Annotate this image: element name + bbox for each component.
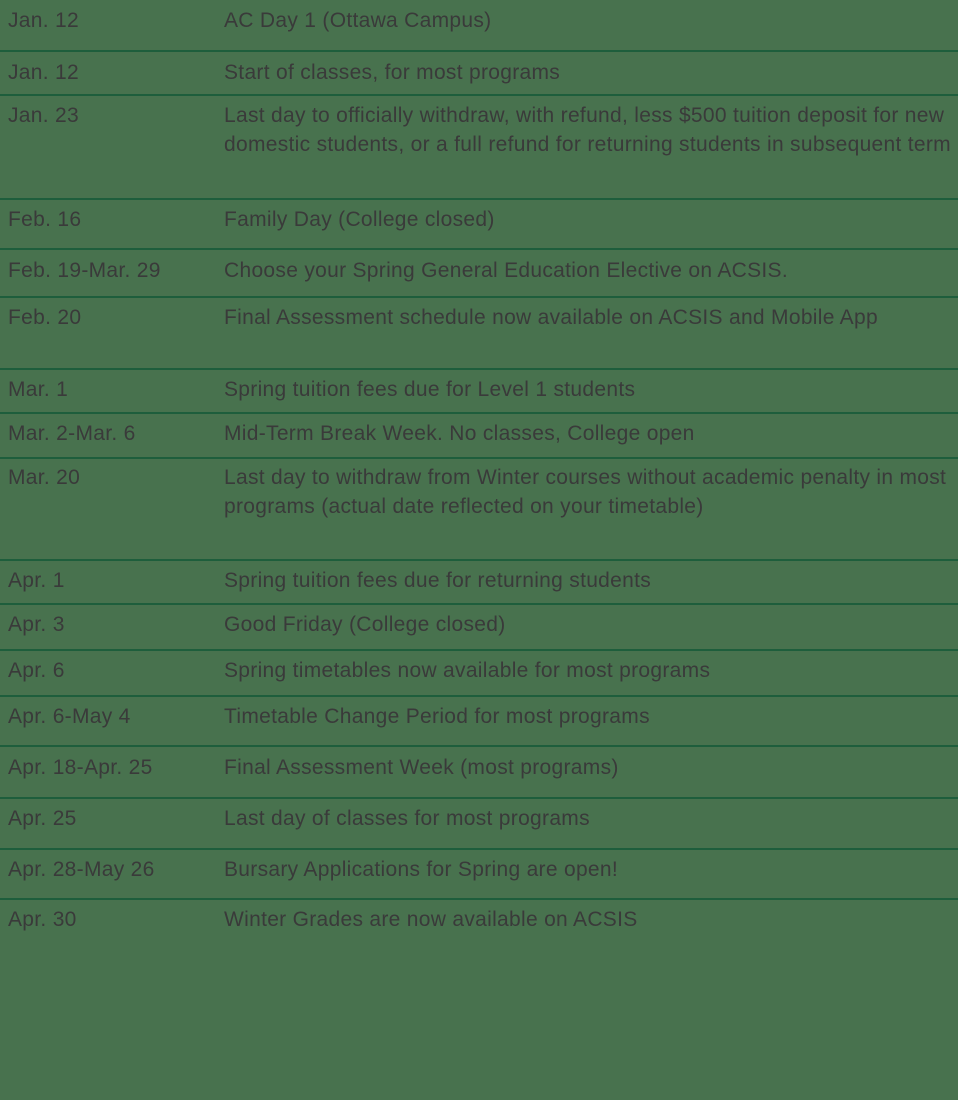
row-date: Feb. 19-Mar. 29 xyxy=(8,259,161,282)
table-row xyxy=(0,370,958,414)
table-row xyxy=(0,52,958,96)
table-row xyxy=(0,900,958,950)
row-date: Apr. 25 xyxy=(8,807,77,830)
row-date: Feb. 20 xyxy=(8,306,82,329)
table-row xyxy=(0,850,958,900)
row-event: Last day of classes for most programs xyxy=(224,807,590,830)
row-date: Mar. 1 xyxy=(8,378,69,401)
table-row xyxy=(0,651,958,697)
row-date: Mar. 2-Mar. 6 xyxy=(8,422,136,445)
row-event: Spring timetables now available for most programs xyxy=(224,659,711,682)
row-event: Bursary Applications for Spring are open! xyxy=(224,858,619,881)
row-event: Spring tuition fees due for Level 1 students xyxy=(224,378,636,401)
row-event: Final Assessment Week (most programs) xyxy=(224,756,619,779)
row-date: Feb. 16 xyxy=(8,208,82,231)
row-date: Apr. 18-Apr. 25 xyxy=(8,756,153,779)
row-date: Apr. 1 xyxy=(8,569,65,592)
row-date: Apr. 28-May 26 xyxy=(8,858,155,881)
row-event: Start of classes, for most programs xyxy=(224,61,561,84)
row-event: Winter Grades are now available on ACSIS xyxy=(224,908,638,931)
row-date: Apr. 3 xyxy=(8,613,65,636)
table-row xyxy=(0,200,958,250)
row-date: Apr. 6-May 4 xyxy=(8,705,131,728)
row-event: Mid-Term Break Week. No classes, College open xyxy=(224,422,695,445)
row-event: AC Day 1 (Ottawa Campus) xyxy=(224,9,492,32)
table-row xyxy=(0,747,958,799)
table-row xyxy=(0,414,958,459)
row-event: Good Friday (College closed) xyxy=(224,613,506,636)
row-event: Timetable Change Period for most programs xyxy=(224,705,650,728)
row-date: Jan. 12 xyxy=(8,61,79,84)
row-event: Family Day (College closed) xyxy=(224,208,495,231)
row-date: Mar. 20 xyxy=(8,466,81,489)
table-row xyxy=(0,561,958,605)
table-row xyxy=(0,697,958,747)
table-row xyxy=(0,250,958,298)
table-row xyxy=(0,96,958,200)
table-row xyxy=(0,799,958,850)
table-row xyxy=(0,298,958,370)
row-date: Apr. 6 xyxy=(8,659,65,682)
row-event: Choose your Spring General Education Elective on ACSIS. xyxy=(224,259,788,282)
row-date: Jan. 12 xyxy=(8,9,79,32)
row-date: Apr. 30 xyxy=(8,908,77,931)
row-event: Last day to officially withdraw, with refund, less $500 tuition deposit for new domestic students, or a full refund for returning students in subsequent term xyxy=(224,104,951,156)
table-row xyxy=(0,605,958,651)
table-row xyxy=(0,459,958,561)
table-row xyxy=(0,0,958,52)
row-date: Jan. 23 xyxy=(8,104,79,127)
row-event: Final Assessment schedule now available on ACSIS and Mobile App xyxy=(224,306,878,329)
row-event: Spring tuition fees due for returning students xyxy=(224,569,652,592)
row-event: Last day to withdraw from Winter courses without academic penalty in most programs (actual date reflected on your timetable) xyxy=(224,466,947,518)
